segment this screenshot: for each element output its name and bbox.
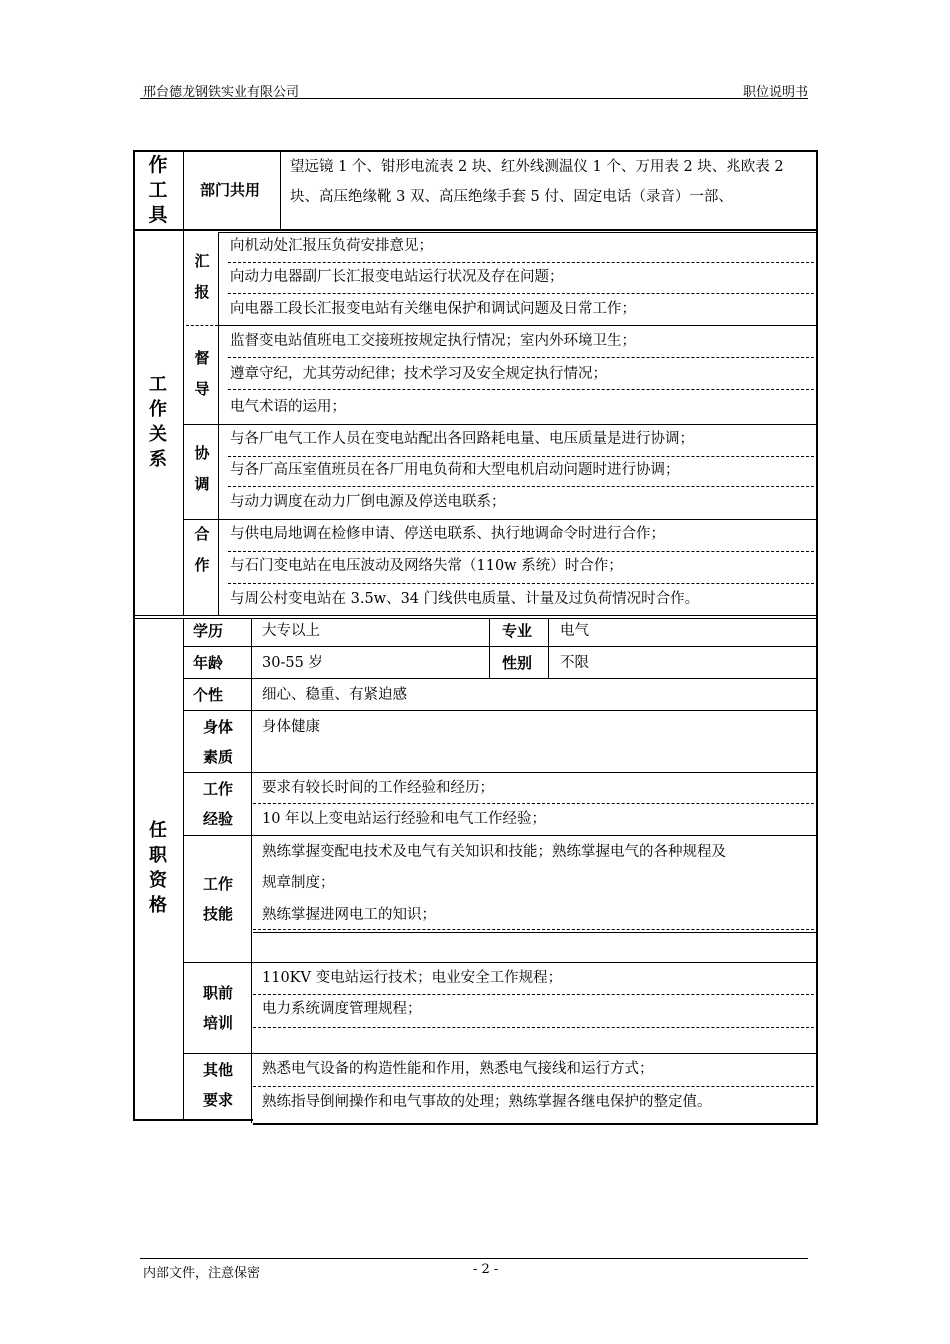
experience-line-2: 10 年以上变电站运行经验和电气工作经验； [262,811,547,827]
gender-value: 不限 [560,655,589,671]
relation-coordinate-line-1: 与各厂电气工作人员在变电站配出各回路耗电量、电压质量是进行协调； [230,431,694,447]
training-line-1: 110KV 变电站运行技术；电业安全工作规程； [262,970,563,986]
relation-report-label: 汇报 [194,252,210,301]
skills-line-3: 熟练掌握进网电工的知识； [262,907,436,923]
age-label: 年龄 [193,654,224,672]
age-value: 30-55 岁 [262,655,323,671]
page-header [140,80,808,99]
relations-section-label: 工作关系 [149,374,167,470]
tools-section-label: 作工具 [148,154,168,226]
relation-report-line-3: 向电器工段长汇报变电站有关继电保护和调试问题及日常工作； [230,301,636,317]
other-line-1: 熟悉电气设备的构造性能和作用，熟悉电气接线和运行方式； [262,1061,654,1077]
other-label: 其他要求 [203,1061,234,1109]
relation-supervise-line-3: 电气术语的运用； [230,399,346,415]
personality-value: 细心、稳重、有紧迫感 [262,687,407,703]
health-value: 身体健康 [262,719,320,735]
training-label: 职前培训 [203,984,234,1032]
health-label: 身体素质 [203,718,234,766]
relation-cooperate-label: 合作 [194,525,210,574]
education-value: 大专以上 [262,623,320,639]
major-label: 专业 [502,622,533,640]
relation-coordinate-line-2: 与各厂高压室值班员在各厂用电负荷和大型电机启动问题时进行协调； [230,462,680,478]
experience-line-1: 要求有较长时间的工作经验和经历； [262,780,494,796]
relation-cooperate-line-2: 与石门变电站在电压波动及网络失常（110w 系统）时合作； [230,558,623,574]
relation-report-line-1: 向机动处汇报压负荷安排意见； [230,238,433,254]
relation-report-line-2: 向动力电器副厂长汇报变电站运行状况及存在问题； [230,269,564,285]
relation-cooperate-line-3: 与周公村变电站在 3.5w、34 门线供电质量、计量及过负荷情况时合作。 [230,591,700,607]
relation-supervise-label: 督导 [194,349,210,398]
qualifications-section-label: 任职资格 [149,820,167,916]
confidential-note: 内部文件，注意保密 [143,1266,261,1281]
tools-line-2: 块、高压绝缘靴 3 双、高压绝缘手套 5 付、固定电话（录音）一部、 [290,189,733,205]
training-line-2: 电力系统调度管理规程； [262,1001,422,1017]
relation-cooperate-line-1: 与供电局地调在检修申请、停送电联系、执行地调命令时进行合作； [230,526,665,542]
company-name: 邢台德龙钢铁实业有限公司 [143,85,300,100]
page-number: - 2 - [473,1262,499,1277]
relation-supervise-line-1: 监督变电站值班电工交接班按规定执行情况；室内外环境卫生； [230,333,636,349]
tools-line-1: 望远镜 1 个、钳形电流表 2 块、红外线测温仪 1 个、万用表 2 块、兆欧表 2 [290,159,784,175]
gender-label: 性别 [502,654,533,672]
skills-line-2: 规章制度； [262,875,335,891]
footer-rule [140,1258,808,1259]
personality-label: 个性 [193,686,224,704]
relation-supervise-line-2: 遵章守纪，尤其劳动纪律；技术学习及安全规定执行情况； [230,366,607,382]
tools-category: 部门共用 [200,181,261,199]
skills-line-1: 熟练掌握变配电技术及电气有关知识和技能；熟练掌握电气的各种规程及 [262,844,726,860]
skills-label: 工作技能 [203,875,234,923]
other-line-2: 熟练指导倒闸操作和电气事故的处理；熟练掌握各继电保护的整定值。 [262,1094,712,1110]
major-value: 电气 [560,623,589,639]
relation-coordinate-line-3: 与动力调度在动力厂倒电源及停送电联系； [230,494,506,510]
experience-label: 工作经验 [203,780,234,828]
document-title: 职位说明书 [742,85,808,100]
education-label: 学历 [193,622,224,640]
relation-coordinate-label: 协调 [194,444,210,493]
